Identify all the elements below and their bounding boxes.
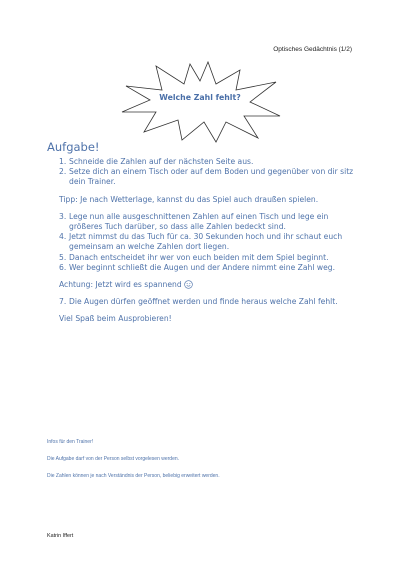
- list-item: [47, 212, 357, 232]
- step-text: Die Augen dürfen geöffnet werden und finde heraus welche Zahl fehlt.: [69, 297, 338, 307]
- list-item: [47, 253, 357, 263]
- attention-text: Achtung: Jetzt wird es spannend: [59, 280, 182, 290]
- tip-text: Tipp: Je nach Wetterlage, kannst du das Spiel auch draußen spielen.: [59, 194, 319, 204]
- infos-line: Die Zahlen können je nach Verständnis der Person, beliebig erweitert werden.: [47, 473, 220, 479]
- step-number: 3.: [59, 211, 67, 221]
- step-number: 6.: [59, 262, 67, 272]
- step-number: 1.: [59, 157, 67, 166]
- step-number: 4.: [59, 232, 67, 242]
- step-text: Schneide die Zahlen auf der nächsten Seite aus.: [69, 157, 254, 166]
- smiley-icon: [184, 280, 193, 289]
- step-text: Wer beginnt schließt die Augen und der Andere nimmt eine Zahl weg.: [69, 262, 335, 272]
- task-heading: Aufgabe!: [47, 140, 100, 154]
- steps-list-a: [47, 157, 357, 188]
- trainer-infos: [47, 439, 220, 490]
- list-item: [47, 167, 357, 187]
- page-header: Optisches Gedächtnis (1/2): [273, 46, 352, 53]
- starburst-shape: [118, 60, 282, 144]
- task-content: [47, 140, 357, 332]
- attention-line: [59, 280, 357, 290]
- infos-line: Die Aufgabe darf von der Person selbst vorgelesen werden.: [47, 456, 180, 462]
- list-item: [47, 232, 357, 252]
- steps-list-c: [47, 297, 357, 307]
- step-number: 2.: [59, 167, 67, 177]
- starburst-title: Welche Zahl fehlt?: [159, 93, 241, 102]
- step-text: Lege nun alle ausgeschnittenen Zahlen auf einen Tisch und lege ein größeres Tuch darüber, so dass alle Zahlen bedeckt sind.: [69, 211, 329, 232]
- step-number: 7.: [59, 297, 67, 307]
- step-number: 5.: [59, 252, 67, 262]
- infos-heading: Infos für den Trainer!: [47, 439, 94, 445]
- list-item: [47, 297, 357, 307]
- list-item: [47, 157, 357, 167]
- closing-text: Viel Spaß beim Ausprobieren!: [59, 314, 172, 324]
- author-name: Katrin Iffert: [47, 533, 74, 539]
- list-item: [47, 263, 357, 273]
- step-text: Setze dich an einem Tisch oder auf dem Boden und gegenüber von dir sitz dein Trainer.: [69, 167, 354, 187]
- step-text: Jetzt nimmst du das Tuch für ca. 30 Sekunden hoch und ihr schaut euch gemeinsam an welche Zahlen dort liegen.: [69, 232, 343, 252]
- steps-list-b: [47, 212, 357, 273]
- step-text: Danach entscheidet ihr wer von euch beiden mit dem Spiel beginnt.: [69, 252, 329, 262]
